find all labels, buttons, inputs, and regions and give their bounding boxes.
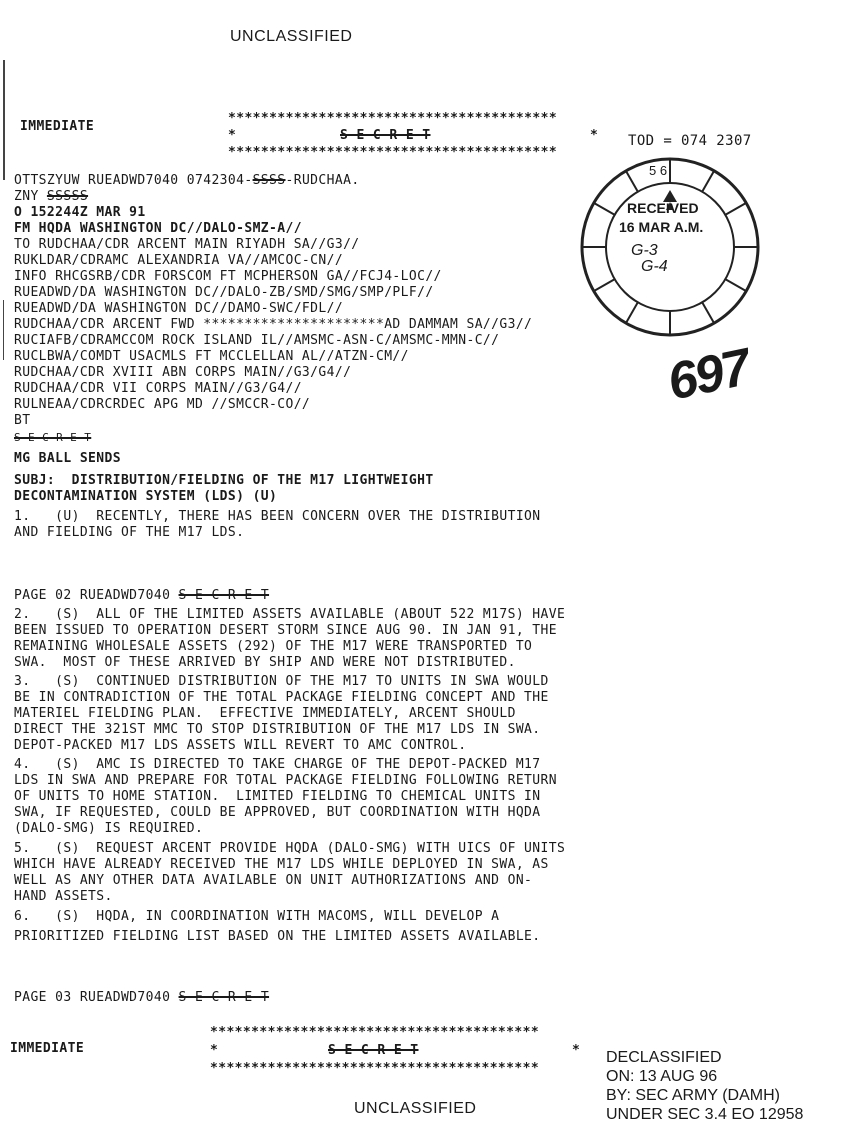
precedence-label: IMMEDIATE (10, 1041, 85, 1056)
subject-line: SUBJ: DISTRIBUTION/FIELDING OF THE M17 LIGHTWEIGHT (14, 473, 434, 488)
declass-line: DECLASSIFIED (606, 1049, 722, 1066)
stamp-date-label: 16 MAR A.M. (619, 219, 704, 235)
paragraph-line: WHICH HAVE ALREADY RECEIVED THE M17 LDS WHILE DEPLOYED IN SWA, AS (14, 857, 549, 872)
scan-edge-mark (3, 60, 5, 180)
paragraph-line: 3. (S) CONTINUED DISTRIBUTION OF THE M17 TO UNITS IN SWA WOULD (14, 674, 549, 689)
paragraph-line: 6. (S) HQDA, IN COORDINATION WITH MACOMS, WILL DEVELOP A (14, 909, 500, 924)
paragraph-line: SWA. MOST OF THESE ARRIVED BY SHIP AND WERE NOT DISTRIBUTED. (14, 655, 516, 670)
declass-line: ON: 13 AUG 96 (606, 1068, 718, 1085)
routing-line: RUDCHAA/CDR ARCENT FWD **********************AD DAMMAM SA//G3// (14, 317, 533, 332)
routing-line: INFO RHCGSRB/CDR FORSCOM FT MCPHERSON GA//FCJ4-LOC// (14, 269, 442, 284)
received-stamp (575, 152, 765, 342)
declass-line: BY: SEC ARMY (DAMH) (606, 1087, 780, 1104)
paragraph-line: 1. (U) RECENTLY, THERE HAS BEEN CONCERN OVER THE DISTRIBUTION (14, 509, 541, 524)
paragraph-line: MATERIEL FIELDING PLAN. EFFECTIVE IMMEDIATELY, ARCENT SHOULD (14, 706, 516, 721)
banner-stars-bottom: **************************************** (228, 145, 558, 160)
paragraph-line: DEPOT-PACKED M17 LDS ASSETS WILL REVERT TO AMC CONTROL. (14, 738, 467, 753)
page-header: PAGE 03 RUEADWD7040 S E C R E T (14, 990, 270, 1005)
handwritten-document-number: 697 (662, 338, 754, 412)
paragraph-line: HAND ASSETS. (14, 889, 113, 904)
scan-edge-mark (3, 300, 4, 360)
routing-line: ZNY SSSSS (14, 189, 89, 204)
banner-asterisk-right: * (590, 128, 599, 143)
paragraph-line: WELL AS ANY OTHER DATA AVAILABLE ON UNIT AUTHORIZATIONS AND ON- (14, 873, 533, 888)
banner-secret-marking: S E C R E T (340, 128, 431, 143)
routing-line: RUDCHAA/CDR XVIII ABN CORPS MAIN//G3/G4// (14, 365, 352, 380)
handwritten-note: G-4 (641, 258, 668, 275)
routing-line: RULNEAA/CDRCRDEC APG MD //SMCCR-CO// (14, 397, 311, 412)
declassification-block (606, 1048, 803, 1124)
subject-line: DECONTAMINATION SYSTEM (LDS) (U) (14, 489, 278, 504)
paragraph-line: REMAINING WHOLESALE ASSETS (292) OF THE M17 WERE TRANSPORTED TO (14, 639, 533, 654)
stamp-ring-graphic (575, 152, 765, 342)
sender-line: MG BALL SENDS (14, 451, 121, 466)
routing-line: O 152244Z MAR 91 (14, 205, 146, 220)
banner-asterisk-left: * (210, 1043, 219, 1058)
routing-line: BT (14, 413, 31, 428)
routing-line: TO RUDCHAA/CDR ARCENT MAIN RIYADH SA//G3// (14, 237, 360, 252)
paragraph-line: PRIORITIZED FIELDING LIST BASED ON THE LIMITED ASSETS AVAILABLE. (14, 929, 541, 944)
paragraph-line: 5. (S) REQUEST ARCENT PROVIDE HQDA (DALO-SMG) WITH UICS OF UNITS (14, 841, 566, 856)
handwritten-note: G-3 (631, 242, 658, 259)
routing-line: RUEADWD/DA WASHINGTON DC//DALO-ZB/SMD/SMG/SMP/PLF// (14, 285, 434, 300)
routing-line: RUDCHAA/CDR VII CORPS MAIN//G3/G4// (14, 381, 302, 396)
banner-secret-marking: S E C R E T (328, 1043, 419, 1058)
stamp-received-label: RECEIVED (627, 200, 699, 216)
routing-line: RUKLDAR/CDRAMC ALEXANDRIA VA//AMCOC-CN// (14, 253, 344, 268)
paragraph-line: OF UNITS TO HOME STATION. LIMITED FIELDING TO CHEMICAL UNITS IN (14, 789, 541, 804)
routing-line: FM HQDA WASHINGTON DC//DALO-SMZ-A// (14, 221, 302, 236)
routing-line: RUCLBWA/COMDT USACMLS FT MCCLELLAN AL//ATZN-CM// (14, 349, 409, 364)
banner-stars-top: **************************************** (210, 1025, 540, 1040)
paragraph-line: BE IN CONTRADICTION OF THE TOTAL PACKAGE FIELDING CONCEPT AND THE (14, 690, 549, 705)
paragraph-line: AND FIELDING OF THE M17 LDS. (14, 525, 245, 540)
paragraph-line: 2. (S) ALL OF THE LIMITED ASSETS AVAILABLE (ABOUT 522 M17S) HAVE (14, 607, 566, 622)
classification-top: UNCLASSIFIED (230, 28, 353, 45)
tod-label: TOD = 074 2307 (628, 133, 752, 149)
paragraph-line: SWA, IF REQUESTED, COULD BE APPROVED, BUT COORDINATION WITH HQDA (14, 805, 541, 820)
paragraph-line: DIRECT THE 321ST MMC TO STOP DISTRIBUTION OF THE M17 LDS IN SWA. (14, 722, 541, 737)
paragraph-line: LDS IN SWA AND PREPARE FOR TOTAL PACKAGE FIELDING FOLLOWING RETURN (14, 773, 557, 788)
body-secret-marking: S E C R E T (14, 431, 92, 444)
banner-asterisk-left: * (228, 128, 237, 143)
routing-line: RUEADWD/DA WASHINGTON DC//DAMO-SWC/FDL// (14, 301, 344, 316)
paragraph-line: (DALO-SMG) IS REQUIRED. (14, 821, 204, 836)
paragraph-line: 4. (S) AMC IS DIRECTED TO TAKE CHARGE OF THE DEPOT-PACKED M17 (14, 757, 541, 772)
banner-stars-top: **************************************** (228, 111, 558, 126)
stamp-hour-marks: 5 6 (649, 163, 668, 178)
routing-line: OTTSZYUW RUEADWD7040 0742304-SSSS-RUDCHAA. (14, 173, 360, 188)
precedence-label: IMMEDIATE (20, 119, 95, 134)
declass-line: UNDER SEC 3.4 EO 12958 (606, 1106, 804, 1123)
banner-asterisk-right: * (572, 1043, 581, 1058)
paragraph-line: BEEN ISSUED TO OPERATION DESERT STORM SINCE AUG 90. IN JAN 91, THE (14, 623, 557, 638)
page-header: PAGE 02 RUEADWD7040 S E C R E T (14, 588, 270, 603)
classification-bottom: UNCLASSIFIED (354, 1100, 477, 1117)
routing-line: RUCIAFB/CDRAMCCOM ROCK ISLAND IL//AMSMC-ASN-C/AMSMC-MMN-C// (14, 333, 500, 348)
banner-stars-bottom: **************************************** (210, 1061, 540, 1076)
